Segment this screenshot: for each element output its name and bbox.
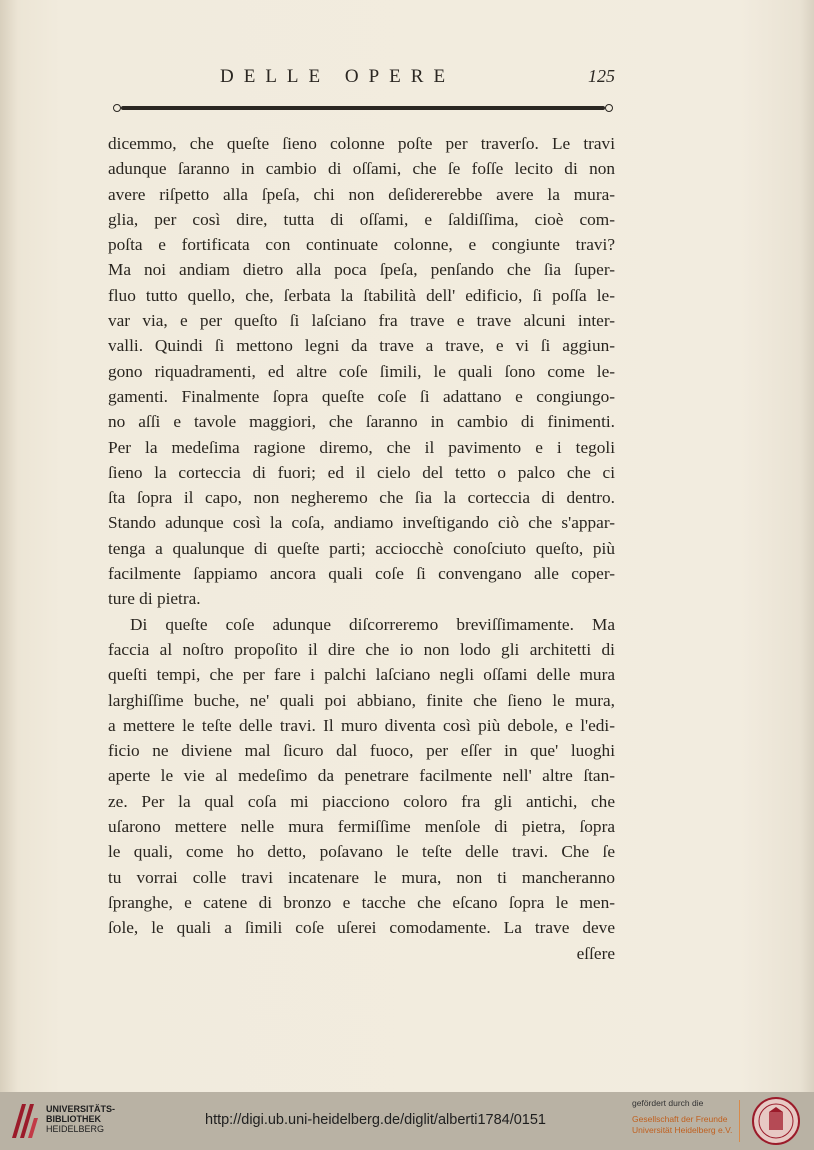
sponsor-name: Gesellschaft der Freunde Universität Heidelberg e.V.	[632, 1114, 733, 1135]
text-line: queſti tempi, che per fare i palchi laſciano negli oſſami delle mura	[108, 665, 615, 685]
text-line: ture di pietra.	[108, 589, 201, 609]
rule-end-ornament	[605, 104, 613, 112]
text-line: Ma noi andiam dietro alla poca ſpeſa, penſando che ſia ſuper-	[108, 260, 615, 280]
body-text	[108, 131, 615, 966]
text-line: ſieno la corteccia di fuori; ed il cielo del tetto o palco che ci	[108, 462, 615, 482]
page-number: 125	[588, 66, 615, 86]
text-line: ficio ne diviene mal ſicuro dal fuoco, per eſſer in que' luoghi	[108, 741, 615, 761]
text-line: ze. Per la qual coſa mi piacciono coloro fra gli antichi, che	[108, 791, 615, 811]
ornamental-rule	[113, 104, 613, 114]
text-line: glia, per così dire, tutta di oſſami, e ſaldiſſima, cioè com-	[108, 209, 615, 229]
text-line: uſarono mettere nelle mura fermiſſime menſole di pietra, ſopra	[108, 817, 615, 837]
text-line: tenga a qualunque di queſte parti; acciocchè conoſciuto queſto, più	[108, 538, 615, 558]
viewer-footer	[0, 1092, 814, 1150]
text-line: valli. Quindi ſi mettono legni da trave a trave, e vi ſi aggiun-	[108, 336, 615, 356]
text-line: ſpranghe, e catene di bronzo e tacche che eſcano ſopra le men-	[108, 892, 615, 912]
text-line: adunque ſaranno in cambio di oſſami, che ſe foſſe lecito di non	[108, 159, 615, 179]
text-line: ſta ſopra il capo, non negheremo che ſia la corteccia di dentro.	[108, 488, 615, 508]
text-line: no aſſi e tavole maggiori, che ſaranno in cambio di finimenti.	[108, 412, 615, 432]
permalink-url[interactable]: http://digi.ub.uni-heidelberg.de/diglit/alberti1784/0151	[205, 1112, 546, 1128]
text-line: larghiſſime buche, ne' quali poi abbiano, finite che ſieno le mura,	[108, 690, 615, 710]
text-line: fluo tutto quello, che, ſerbata la ſtabilità dell' edificio, ſi poſſa le-	[108, 285, 615, 305]
text-line: Stando adunque così la coſa, andiamo inveſtigando ciò che s'appar-	[108, 513, 615, 533]
catchword: eſſere	[576, 943, 615, 963]
text-line: ſole, le quali a ſimili coſe uſerei comodamente. La trave deve	[108, 918, 615, 938]
text-line: Di queſte coſe adunque diſcorreremo breviſſimamente. Ma	[130, 614, 615, 634]
text-line: var via, e per queſto ſi laſciano fra trave e trave alcuni inter-	[108, 311, 615, 331]
text-line: avere riſpetto alla ſpeſa, chi non deſidererebbe avere la mura-	[108, 184, 615, 204]
text-line: Per la medeſima ragione diremo, che il pavimento e i tegoli	[108, 437, 615, 457]
text-line: dicemmo, che queſte ſieno colonne poſte per traverſo. Le travi	[108, 134, 615, 153]
text-line: facilmente ſappiamo ancora quali coſe ſi convengano alle coper-	[108, 564, 615, 584]
sponsor-block	[632, 1098, 737, 1136]
library-name: UNIVERSITÄTS- BIBLIOTHEK HEIDELBERG	[46, 1104, 116, 1134]
text-line: a mettere le teſte delle travi. Il muro diventa così più debole, e l'edi-	[108, 715, 615, 735]
text-line: poſta e fortificata con continuate colonne, e congiunte travi?	[108, 235, 615, 255]
text-line: faccia al noſtro propoſito il dire che io non lodo gli architetti di	[108, 639, 615, 659]
text-line: le quali, come ho detto, poſavano le teſte delle travi. Che ſe	[108, 842, 615, 862]
university-library-logo-icon	[8, 1100, 42, 1140]
page-header	[110, 66, 615, 92]
rule-end-ornament	[113, 104, 121, 112]
rule-bar	[121, 106, 605, 110]
footer-divider	[739, 1100, 740, 1142]
text-line: aperte le vie al medeſimo da penetrare facilmente nell' altre ſtan-	[108, 766, 615, 786]
running-title: DELLE OPERE	[220, 66, 456, 87]
text-line: gamenti. Finalmente ſopra queſte coſe ſi adattano e congiungo-	[108, 386, 615, 406]
text-line: gono riquadramenti, ed altre coſe ſimili, le quali ſono come le-	[108, 361, 615, 381]
university-seal-icon	[751, 1096, 801, 1146]
text-line: tu vorrai colle travi incatenare le mura, non ti mancheranno	[108, 867, 615, 887]
funded-by-label: gefördert durch die	[632, 1098, 704, 1108]
